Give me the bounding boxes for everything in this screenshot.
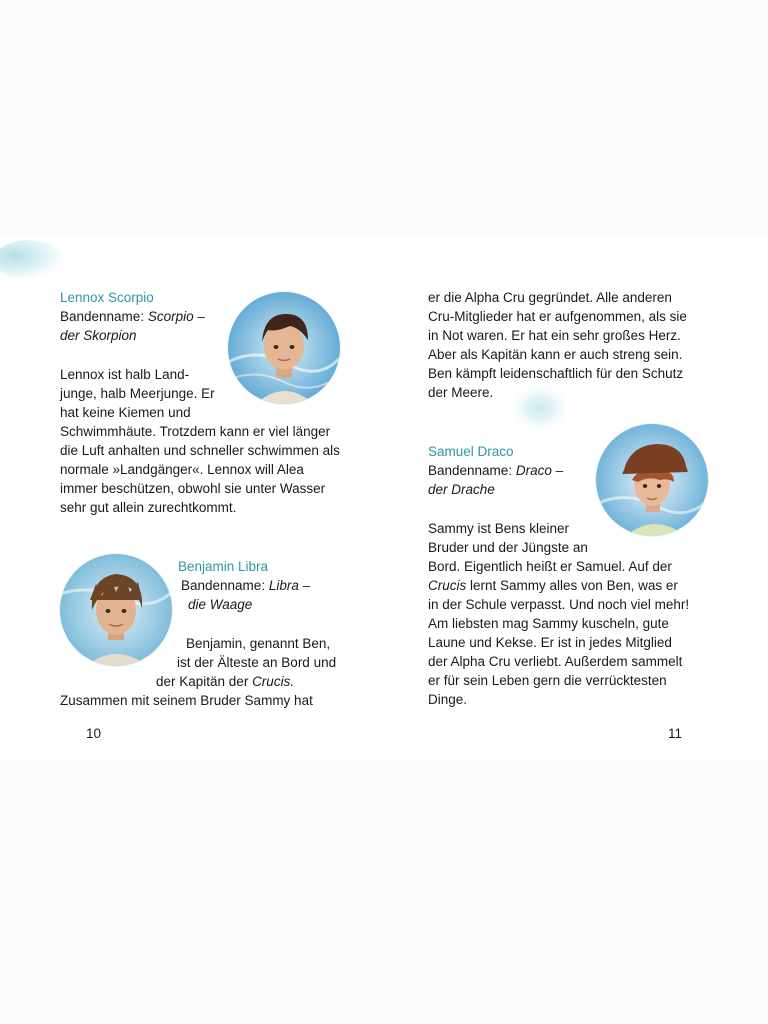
watercolor-splash-icon [512, 386, 568, 430]
lennox-text-line: immer beschützen, obwohl sie unter Wasser [60, 481, 326, 496]
bandname-samuel [428, 461, 563, 480]
text-fragment: lernt Sammy alles von Ben, was er [466, 578, 678, 593]
samuel-text-line: er für sein Leben gern die verrücktesten [428, 673, 667, 688]
ben-text-line: Cru-Mitglieder hat er aufgenommen, als sie [428, 309, 687, 324]
lennox-text-line: hat keine Kiemen und [60, 405, 191, 420]
ship-name: Crucis. [252, 674, 295, 689]
ben-text-line: er die Alpha Cru gegründet. Alle anderen [428, 290, 672, 305]
benjamin-text-line: Zusammen mit seinem Bruder Sammy hat [60, 693, 313, 708]
samuel-text-line: Bruder und der Jüngste an [428, 540, 588, 555]
samuel-text-line: Laune und Kekse. Er ist in jedes Mitglied [428, 635, 672, 650]
samuel-text-line: in der Schule verpasst. Und noch viel mehr! [428, 597, 690, 612]
bandname-value: Scorpio – [147, 309, 205, 324]
ben-text-line: in Not waren. Er hat ein sehr großes Herz. [428, 328, 681, 343]
boy-portrait-lennox-icon [228, 292, 340, 404]
bandname-label: Bandenname: [181, 578, 269, 593]
bandname-label: Bandenname: [428, 463, 516, 478]
character-name-samuel: Samuel Draco [428, 444, 514, 459]
bandname-meaning-lennox: der Skorpion [60, 328, 137, 343]
ben-text-line: der Meere. [428, 385, 494, 400]
lennox-text-line: die Luft anhalten und schneller schwimmen als [60, 443, 340, 458]
page-number-left: 10 [86, 726, 102, 741]
samuel-text-line: der Alpha Cru verliebt. Außerdem sammelt [428, 654, 683, 669]
lennox-text-line: junge, halb Meerjunge. Er [60, 386, 215, 401]
benjamin-text-line [156, 672, 294, 691]
lennox-text-line: Lennox ist halb Land- [60, 367, 190, 382]
samuel-text-line [428, 576, 678, 595]
benjamin-text-line: ist der Älteste an Bord und [177, 655, 337, 670]
benjamin-text-line: Benjamin, genannt Ben, [186, 636, 331, 651]
page-number-right: 11 [668, 726, 683, 741]
lennox-text-line: Schwimmhäute. Trotzdem kann er viel länger [60, 424, 331, 439]
bandname-benjamin [181, 576, 310, 595]
bandname-value: Libra – [268, 578, 311, 593]
bandname-meaning-benjamin: die Waage [188, 597, 253, 612]
lennox-text-line: sehr gut allein zurechtkommt. [60, 500, 237, 515]
text-fragment: der Kapitän der [156, 674, 253, 689]
samuel-text-line: Bord. Eigentlich heißt er Samuel. Auf der [428, 559, 672, 574]
character-name-lennox: Lennox Scorpio [60, 290, 154, 305]
bottom-margin [0, 760, 768, 1024]
bandname-meaning-samuel: der Drache [428, 482, 495, 497]
ben-text-line: Ben kämpft leidenschaftlich für den Schutz [428, 366, 684, 381]
top-margin [0, 0, 768, 238]
ben-text-line: Aber als Kapitän kann er auch streng sein. [428, 347, 683, 362]
bandname-label: Bandenname: [60, 309, 148, 324]
samuel-text-line: Am liebsten mag Sammy kuscheln, gute [428, 616, 669, 631]
boy-portrait-samuel-icon [596, 424, 708, 536]
ship-name: Crucis [428, 578, 467, 593]
boy-portrait-benjamin-icon [60, 554, 172, 666]
samuel-text-line: Dinge. [428, 692, 468, 707]
bandname-value: Draco – [515, 463, 564, 478]
bandname-lennox [60, 307, 205, 326]
character-name-benjamin: Benjamin Libra [178, 559, 269, 574]
samuel-text-line: Sammy ist Bens kleiner [428, 521, 570, 536]
lennox-text-line: normale »Landgänger«. Lennox will Alea [60, 462, 304, 477]
